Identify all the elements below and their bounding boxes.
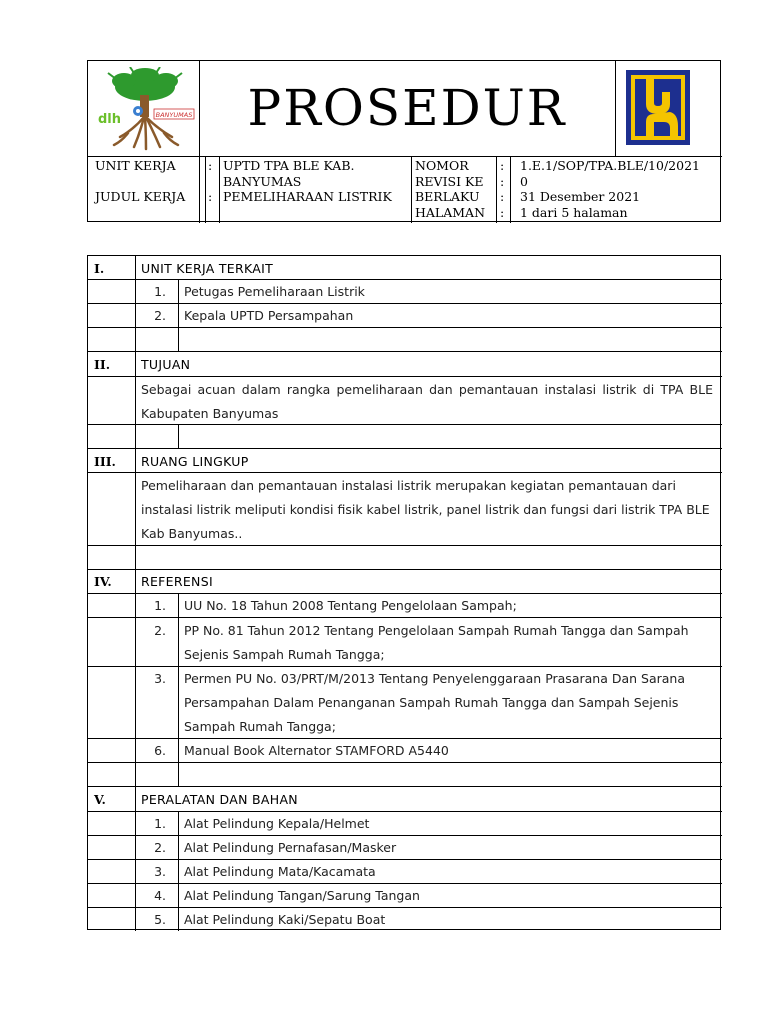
document-header — [87, 60, 721, 222]
reference-item: UU No. 18 Tahun 2008 Tentang Pengelolaan Sampah; — [184, 598, 517, 613]
item-number: 2. — [154, 840, 166, 855]
section-numeral: I. — [94, 261, 105, 276]
section-numeral: IV. — [94, 574, 112, 589]
halaman-label: HALAMAN — [415, 205, 486, 220]
dlh-banyumas-logo — [94, 67, 196, 151]
judul-kerja-value: PEMELIHARAAN LISTRIK — [223, 189, 392, 204]
colon: : — [500, 189, 505, 204]
section-numeral: II. — [94, 357, 111, 372]
section-numeral: V. — [94, 792, 106, 807]
reference-item: PP No. 81 Tahun 2012 Tentang Pengelolaan Sampah Rumah Tangga dan Sampah — [184, 623, 689, 638]
paragraph-line: instalasi listrik meliputi kondisi fisik kabel listrik, panel listrik dan fungsi dari listrik TPA BLE — [141, 502, 710, 517]
revisi-label: REVISI KE — [415, 174, 484, 189]
item-number: 3. — [154, 671, 166, 686]
item-number: 1. — [154, 816, 166, 831]
reference-item: Manual Book Alternator STAMFORD A5440 — [184, 743, 449, 758]
colon: : — [208, 189, 213, 204]
reference-item-cont: Sejenis Sampah Rumah Tangga; — [184, 647, 385, 662]
colon: : — [500, 158, 505, 173]
item-number: 1. — [154, 284, 166, 299]
reference-item-cont: Sampah Rumah Tangga; — [184, 719, 336, 734]
item-number: 6. — [154, 743, 166, 758]
item-number: 3. — [154, 864, 166, 879]
paragraph-line: Kabupaten Banyumas — [141, 406, 279, 421]
equipment-item: Alat Pelindung Kaki/Sepatu Boat — [184, 912, 386, 927]
equipment-item: Alat Pelindung Pernafasan/Masker — [184, 840, 397, 855]
section-heading: RUANG LINGKUP — [141, 454, 249, 469]
colon: : — [500, 174, 505, 189]
section-numeral: III. — [94, 454, 116, 469]
svg-text:dlh: dlh — [98, 112, 122, 127]
halaman-value: 1 dari 5 halaman — [520, 205, 628, 220]
judul-kerja-label: JUDUL KERJA — [95, 189, 186, 204]
item-number: 2. — [154, 623, 166, 638]
reference-item-cont: Persampahan Dalam Penanganan Sampah Rumah Tangga dan Sampah Sejenis — [184, 695, 679, 710]
berlaku-value: 31 Desember 2021 — [520, 189, 641, 204]
procedure-table — [87, 255, 721, 930]
colon: : — [208, 158, 213, 173]
section-heading: UNIT KERJA TERKAIT — [141, 261, 274, 276]
svg-text:BANYUMAS: BANYUMAS — [155, 111, 193, 119]
document-title: PROSEDUR — [247, 79, 567, 137]
paragraph-line: Sebagai acuan dalam rangka pemeliharaan dan pemantauan instalasi listrik di TPA BLE — [141, 382, 713, 397]
item-number: 4. — [154, 888, 166, 903]
item-number: 5. — [154, 912, 166, 927]
equipment-item: Alat Pelindung Tangan/Sarung Tangan — [184, 888, 420, 903]
list-item: Kepala UPTD Persampahan — [184, 308, 354, 323]
unit-kerja-value: UPTD TPA BLE KAB. — [223, 158, 355, 173]
list-item: Petugas Pemeliharaan Listrik — [184, 284, 365, 299]
equipment-item: Alat Pelindung Kepala/Helmet — [184, 816, 370, 831]
section-heading: REFERENSI — [141, 574, 213, 589]
item-number: 1. — [154, 598, 166, 613]
unit-kerja-value-cont: BANYUMAS — [223, 174, 302, 189]
pu-ministry-logo — [626, 70, 690, 145]
berlaku-label: BERLAKU — [415, 189, 480, 204]
paragraph-line: Pemeliharaan dan pemantauan instalasi listrik merupakan kegiatan pemantauan dari — [141, 478, 676, 493]
unit-kerja-label: UNIT KERJA — [95, 158, 176, 173]
nomor-label: NOMOR — [415, 158, 469, 173]
section-heading: PERALATAN DAN BAHAN — [141, 792, 298, 807]
reference-item: Permen PU No. 03/PRT/M/2013 Tentang Penyelenggaraan Prasarana Dan Sarana — [184, 671, 685, 686]
colon: : — [500, 205, 505, 220]
nomor-value: 1.E.1/SOP/TPA.BLE/10/2021 — [520, 158, 700, 173]
section-heading: TUJUAN — [141, 357, 191, 372]
item-number: 2. — [154, 308, 166, 323]
revisi-value: 0 — [520, 174, 528, 189]
equipment-item: Alat Pelindung Mata/Kacamata — [184, 864, 376, 879]
paragraph-line: Kab Banyumas.. — [141, 526, 243, 541]
